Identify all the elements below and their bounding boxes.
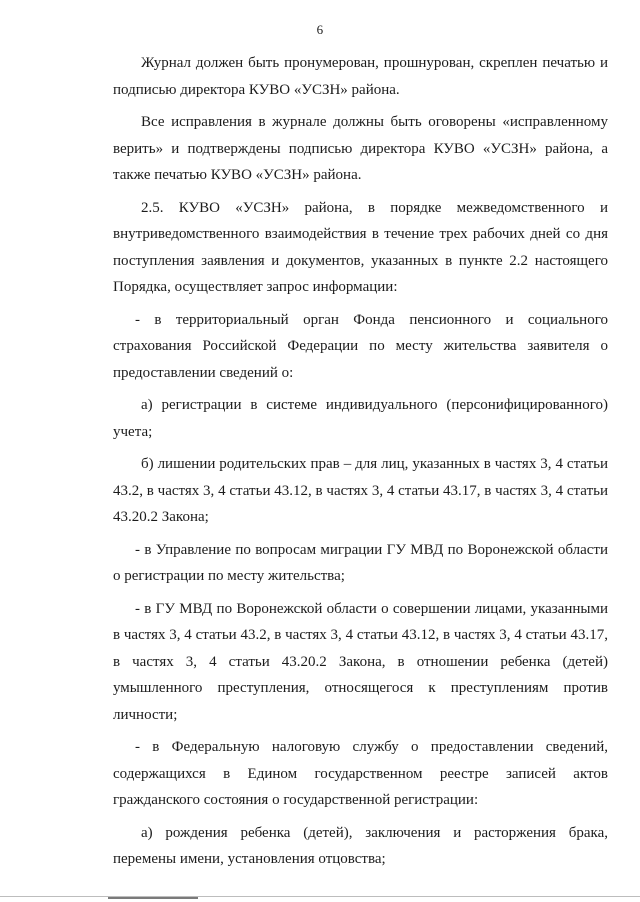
page-number: 6 [316, 22, 324, 37]
list-item-civil-records: а) рождения ребенка (детей), заключения и расторжения брака, перемены имени, установления отцовства; [113, 824, 608, 867]
list-item-registration-accounting: а) регистрации в системе индивидуального (персонифицированного) учета; [113, 397, 608, 440]
list-item-police-department: - в ГУ МВД по Воронежской области о совершении лицами, указанными в частях 3, 4 статьи 43.2, в частях 3, 4 статьи 43.12, в частях 3, 4 статьи 43.17, в частях 3, 4 статьи 43.20.2 Закона, в отношении ребенка (детей) умышленного преступления, относящегося к преступлениям против личности; [113, 600, 608, 723]
paragraph-journal-corrections: Все исправления в журнале должны быть оговорены «исправленному верить» и подтверждены подписью директора КУВО «УСЗН» района, а также печатью КУВО «УСЗН» района. [113, 114, 608, 183]
paragraph-journal-numbering: Журнал должен быть пронумерован, прошнурован, скреплен печатью и подписью директора КУВО «УСЗН» района. [113, 55, 608, 98]
list-item-pension-fund: - в территориальный орган Фонда пенсионного и социального страхования Российской Федерации по месту жительства заявителя о предоставлении сведений о: [113, 311, 608, 381]
list-item-parental-rights: б) лишении родительских прав – для лиц, указанных в частях 3, 4 статьи 43.2, в частях 3, 4 статьи 43.12, в частях 3, 4 статьи 43.17, в частях 3, 4 статьи 43.20.2 Закона; [113, 456, 608, 525]
document-body [113, 50, 608, 879]
scan-bottom-edge [0, 896, 640, 897]
list-item-migration-office: - в Управление по вопросам миграции ГУ МВД по Воронежской области о регистрации по месту жительства; [113, 541, 608, 584]
list-item-tax-service: - в Федеральную налоговую службу о предоставлении сведений, содержащихся в Едином государственном реестре записей актов гражданского состояния о государственной регистрации: [113, 739, 608, 808]
paragraph-section-2-5: 2.5. КУВО «УСЗН» района, в порядке межведомственного и внутриведомственного взаимодействия в течение трех рабочих дней со дня поступления заявления и документов, указанных в пункте 2.2 настоящего Порядка, осуществляет запрос информации: [113, 199, 608, 295]
scan-edge-mark [108, 897, 198, 899]
